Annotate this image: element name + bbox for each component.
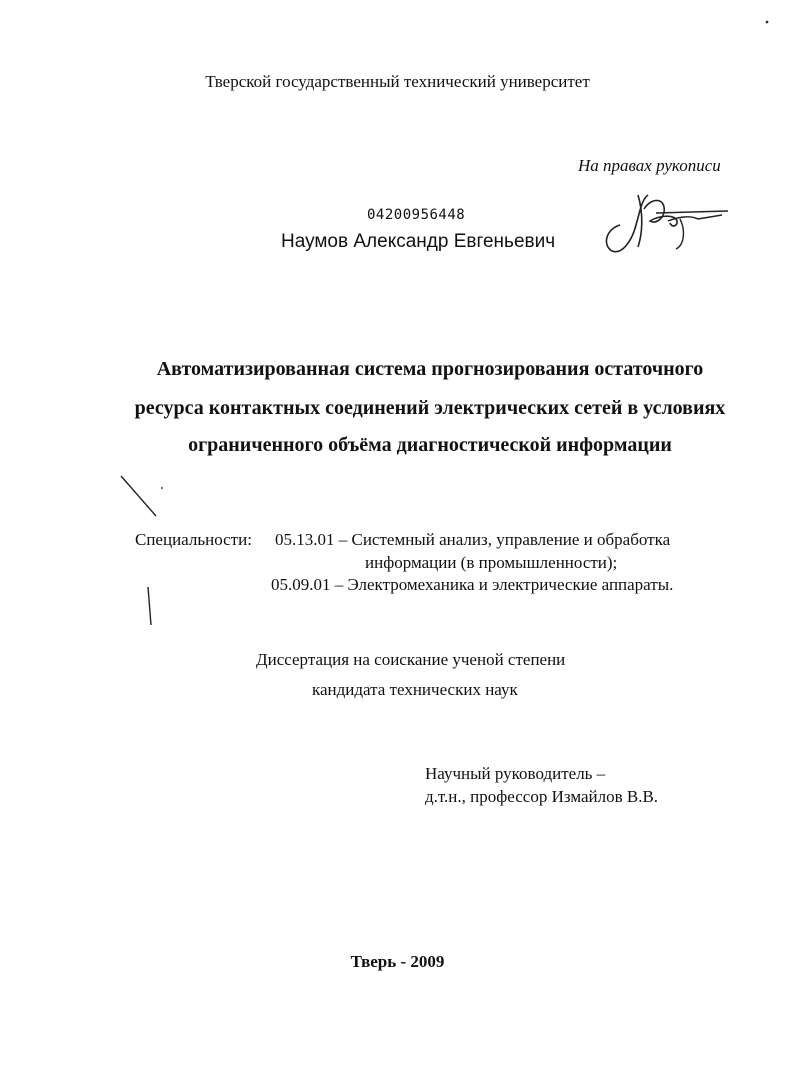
title-line-2: ресурса контактных соединений электрических сетей в условиях — [134, 397, 726, 419]
manuscript-note: На правах рукописи — [578, 156, 721, 175]
specialty-1-line-1: 05.13.01 – Системный анализ, управление и обработка — [275, 530, 671, 549]
specialty-1-line-2: информации (в промышленности); — [365, 553, 618, 572]
registration-code: 04200956448 — [367, 207, 466, 223]
specialty-2: 05.09.01 – Электромеханика и электрические аппараты. — [271, 575, 674, 594]
dot-mark — [763, 18, 771, 26]
dissertation-line-2: кандидата технических наук — [312, 680, 518, 699]
signature-icon — [598, 185, 738, 265]
title-line-1: Автоматизированная система прогнозирования остаточного — [156, 358, 704, 380]
title-line-3: ограниченного объёма диагностической информации — [188, 434, 672, 456]
specialties-label: Специальности: — [135, 530, 252, 549]
dissertation-line-1: Диссертация на соискание ученой степени — [256, 650, 566, 669]
pen-mark-diagonal — [118, 472, 168, 522]
pen-mark-vertical — [144, 585, 154, 629]
advisor-line-2: д.т.н., профессор Измайлов В.В. — [425, 787, 659, 806]
city-year: Тверь - 2009 — [350, 952, 445, 971]
author-name: Наумов Александр Евгеньевич — [281, 231, 556, 252]
university-name: Тверской государственный технический университет — [205, 72, 590, 91]
advisor-line-1: Научный руководитель – — [425, 764, 606, 783]
